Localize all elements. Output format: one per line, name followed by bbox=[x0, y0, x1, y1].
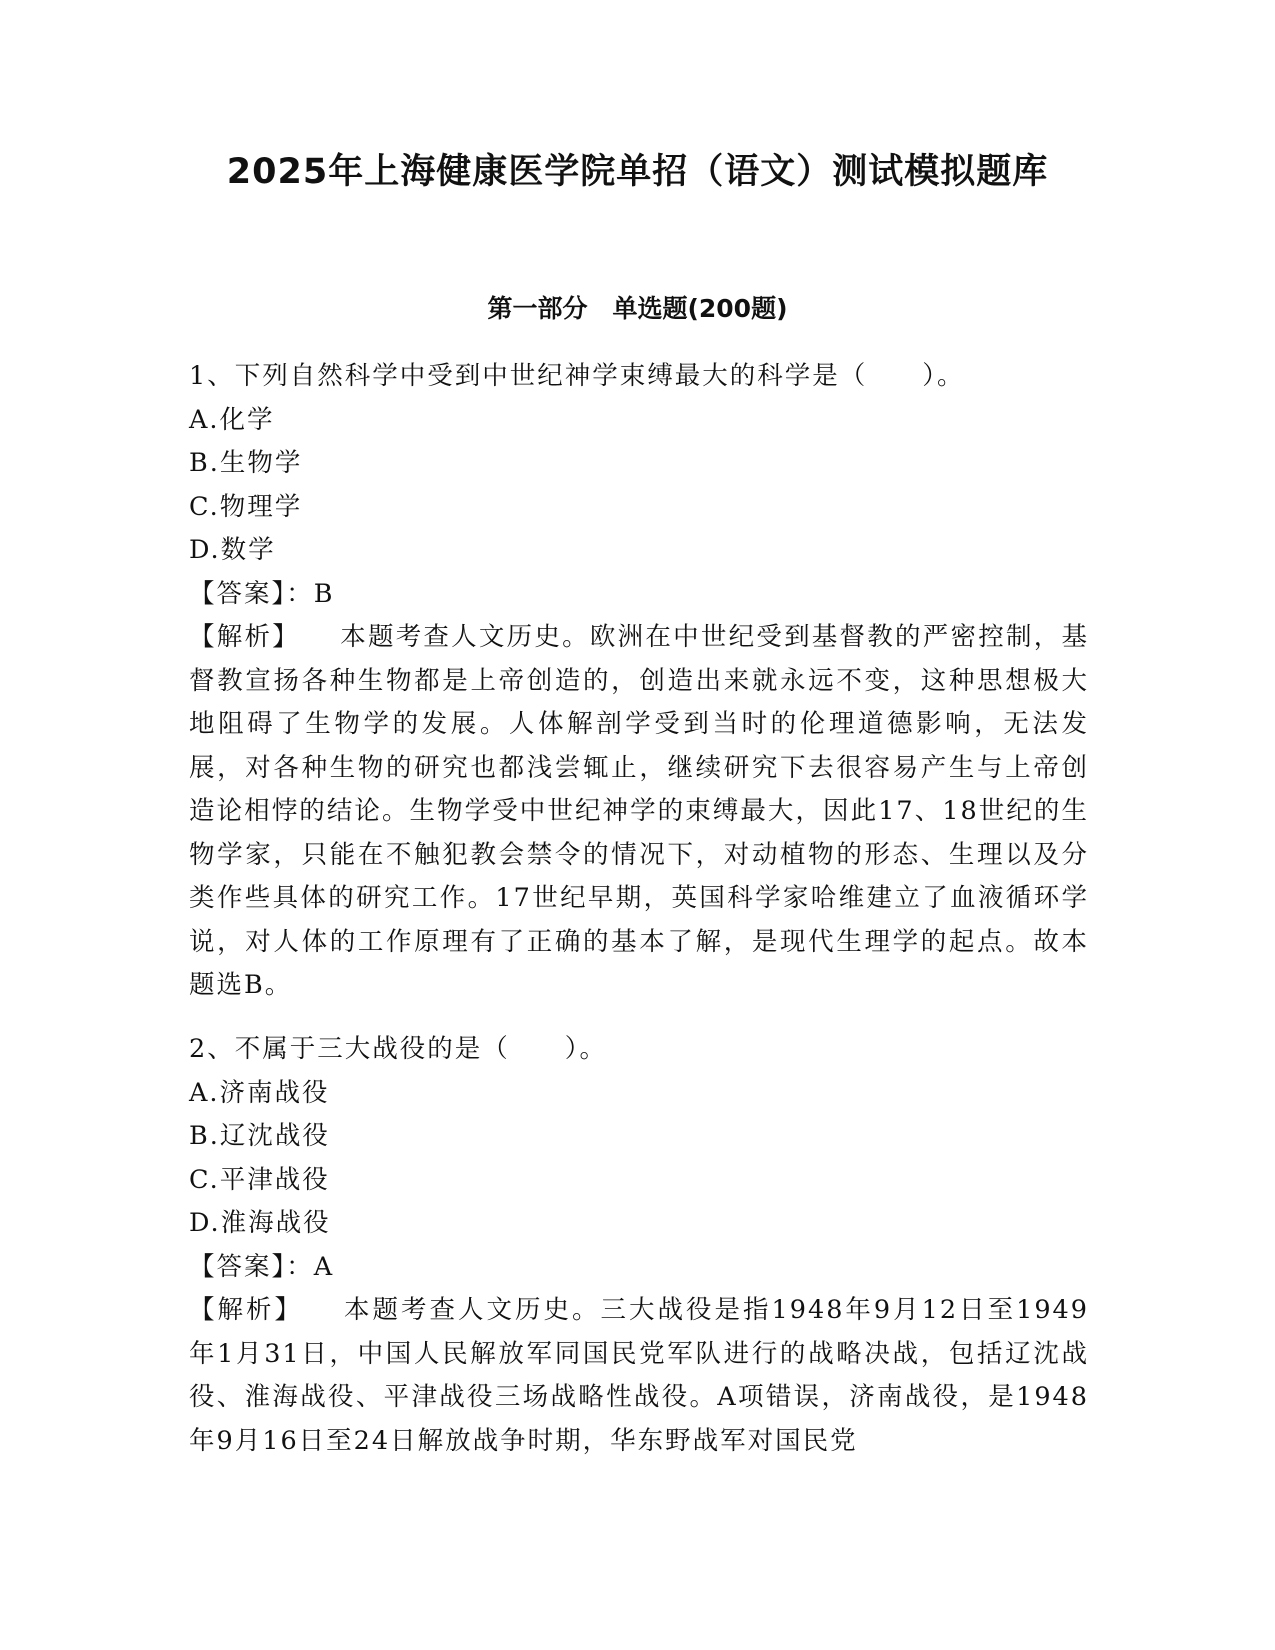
question-stem: 2、不属于三大战役的是（ ）。 bbox=[189, 1034, 607, 1064]
analysis-paragraph bbox=[189, 616, 1089, 1008]
analysis-paragraph bbox=[189, 1289, 1089, 1463]
option-a: A.化学 bbox=[189, 404, 275, 435]
option-d: D.淮海战役 bbox=[189, 1208, 331, 1238]
analysis-label: 【解析】 bbox=[189, 1295, 304, 1325]
section-heading: 第一部分 单选题(200题) bbox=[487, 294, 788, 323]
answer-label: 【答案】： bbox=[189, 578, 314, 609]
analysis-text: 本题考查人文历史。三大战役是指1948年9月12日至1949年1月31日，中国人民解放军同国民党军队进行的战略决战，包括辽沈战役、淮海战役、平津战役三场战略性战役。A项错误，济南战役，是1948年9月16日至24日解放战争时期，华东野战军对国民党 bbox=[189, 1295, 1089, 1456]
answer-line bbox=[189, 573, 1089, 617]
question-block bbox=[189, 355, 1089, 1008]
question-block bbox=[189, 1028, 1089, 1463]
document-title: 2025年上海健康医学院单招（语文）测试模拟题库 bbox=[226, 152, 1049, 192]
answer-value: A bbox=[313, 1251, 335, 1282]
option-c: C.物理学 bbox=[189, 491, 303, 522]
option-d: D.数学 bbox=[189, 535, 276, 565]
option-a: A.济南战役 bbox=[189, 1077, 330, 1108]
question-stem: 1、下列自然科学中受到中世纪神学束缚最大的科学是（ ）。 bbox=[189, 361, 965, 391]
option-b: B.辽沈战役 bbox=[189, 1121, 330, 1151]
answer-label: 【答案】： bbox=[189, 1251, 314, 1282]
option-c: C.平津战役 bbox=[189, 1164, 330, 1195]
answer-value: B bbox=[313, 578, 335, 609]
analysis-label: 【解析】 bbox=[189, 622, 300, 652]
answer-line bbox=[189, 1246, 1089, 1290]
option-b: B.生物学 bbox=[189, 448, 303, 478]
analysis-text: 本题考查人文历史。欧洲在中世纪受到基督教的严密控制，基督教宣扬各种生物都是上帝创造的，创造出来就永远不变，这种思想极大地阻碍了生物学的发展。人体解剖学受到当时的伦理道德影响，无法发展，对各种生物的研究也都浅尝辄止，继续研究下去很容易产生与上帝创造论相悖的结论。生物学受中世纪神学的束缚最大，因此17、18世纪的生物学家，只能在不触犯教会禁令的情况下，对动植物的形态、生理以及分类作些具体的研究工作。17世纪早期，英国科学家哈维建立了血液循环学说，对人体的工作原理有了正确的基本了解，是现代生理学的起点。故本题选B。 bbox=[189, 622, 1089, 1000]
